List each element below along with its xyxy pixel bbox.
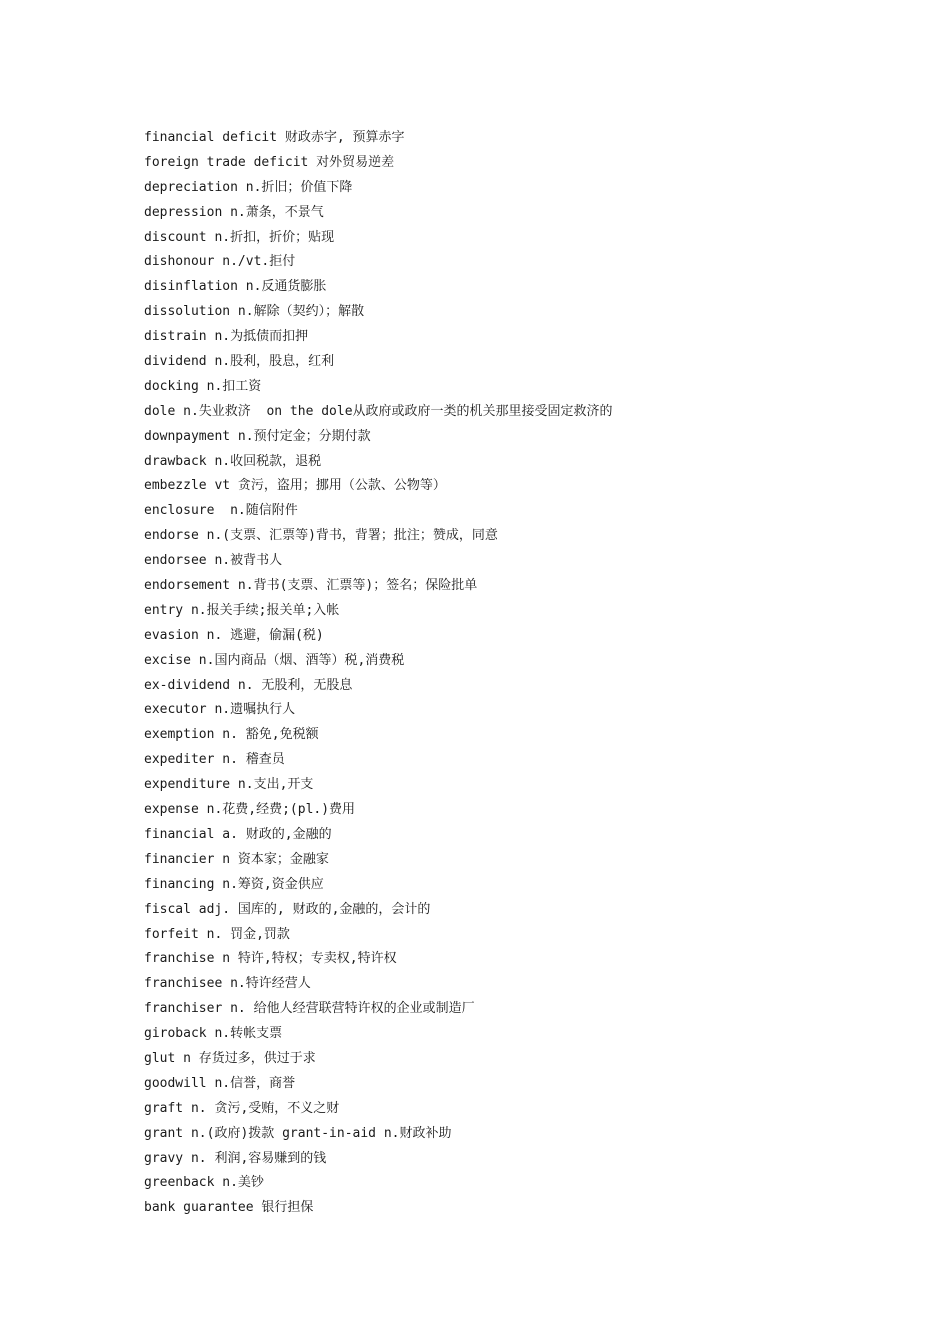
glossary-entry: financial deficit 财政赤字, 预算赤字 (144, 130, 405, 145)
glossary-entry: goodwill n.信誉，商誉 (144, 1075, 296, 1091)
glossary-entry: forfeit n. 罚金,罚款 (144, 926, 290, 942)
glossary-entry: dole n.失业救济 on the dole从政府或政府一类的机关那里接受固定救济的 (144, 403, 613, 419)
glossary-entry: endorsement n.背书(支票、汇票等)；签名；保险批单 (144, 578, 478, 594)
glossary-entry: franchisee n.特许经营人 (144, 976, 311, 992)
glossary-entry: foreign trade deficit 对外贸易逆差 (144, 154, 395, 170)
glossary-entry: graft n. 贪污,受贿，不义之财 (144, 1100, 340, 1116)
glossary-entry: endorse n.(支票、汇票等)背书，背署；批注；赞成，同意 (144, 528, 498, 544)
glossary-entry: docking n.扣工资 (144, 378, 262, 394)
glossary-entry: depression n.萧条，不景气 (144, 204, 324, 220)
glossary-entry: dividend n.股利，股息，红利 (144, 354, 335, 370)
glossary-entry: endorsee n.被背书人 (144, 553, 283, 569)
glossary-entry: fiscal adj. 国库的, 财政的,金融的，会计的 (144, 901, 431, 917)
glossary-entry: financing n.筹资,资金供应 (144, 876, 324, 892)
glossary-entry: excise n.国内商品（烟、酒等）税,消费税 (144, 652, 405, 668)
glossary-entry: gravy n. 利润,容易赚到的钱 (144, 1150, 327, 1166)
glossary-entry: expediter n. 稽查员 (144, 752, 285, 768)
glossary-entry: franchise n 特许,特权；专卖权,特许权 (144, 951, 397, 967)
glossary-entry: depreciation n.折旧；价值下降 (144, 179, 353, 195)
glossary-entry: executor n.遗嘱执行人 (144, 702, 296, 718)
glossary-entry: dishonour n./vt.拒付 (144, 254, 296, 270)
glossary-entry: dissolution n.解除（契约）；解散 (144, 304, 365, 320)
glossary-entry: bank guarantee 银行担保 (144, 1200, 314, 1216)
glossary-entry: grant n.(政府)拨款 grant-in-aid n.财政补助 (144, 1125, 452, 1141)
glossary-entry: entry n.报关手续;报关单;入帐 (144, 602, 340, 618)
glossary-entry: embezzle vt 贪污，盗用；挪用（公款、公物等） (144, 478, 446, 494)
glossary-entry: greenback n.美钞 (144, 1175, 264, 1191)
glossary-entry: financier n 资本家；金融家 (144, 851, 329, 867)
glossary-entry: franchiser n. 给他人经营联营特许权的企业或制造厂 (144, 1001, 475, 1017)
glossary-entry: downpayment n.预付定金；分期付款 (144, 428, 371, 444)
glossary-entry: drawback n.收回税款，退税 (144, 453, 322, 469)
glossary-entry: expenditure n.支出,开支 (144, 777, 314, 793)
glossary-list (144, 126, 613, 1221)
glossary-entry: financial a. 财政的,金融的 (144, 826, 332, 842)
glossary-entry: evasion n. 逃避，偷漏(税) (144, 627, 324, 643)
glossary-entry: enclosure n.随信附件 (144, 503, 298, 519)
glossary-entry: exemption n. 豁免,免税额 (144, 727, 319, 743)
glossary-entry: ex-dividend n. 无股利，无股息 (144, 677, 353, 693)
glossary-entry: discount n.折扣，折价；贴现 (144, 229, 335, 245)
glossary-entry: giroback n.转帐支票 (144, 1026, 283, 1042)
glossary-entry: distrain n.为抵债而扣押 (144, 329, 309, 345)
glossary-entry: disinflation n.反通货膨胀 (144, 279, 327, 295)
glossary-entry: glut n 存货过多，供过于求 (144, 1050, 316, 1066)
glossary-entry: expense n.花费,经费;(pl.)费用 (144, 802, 356, 818)
